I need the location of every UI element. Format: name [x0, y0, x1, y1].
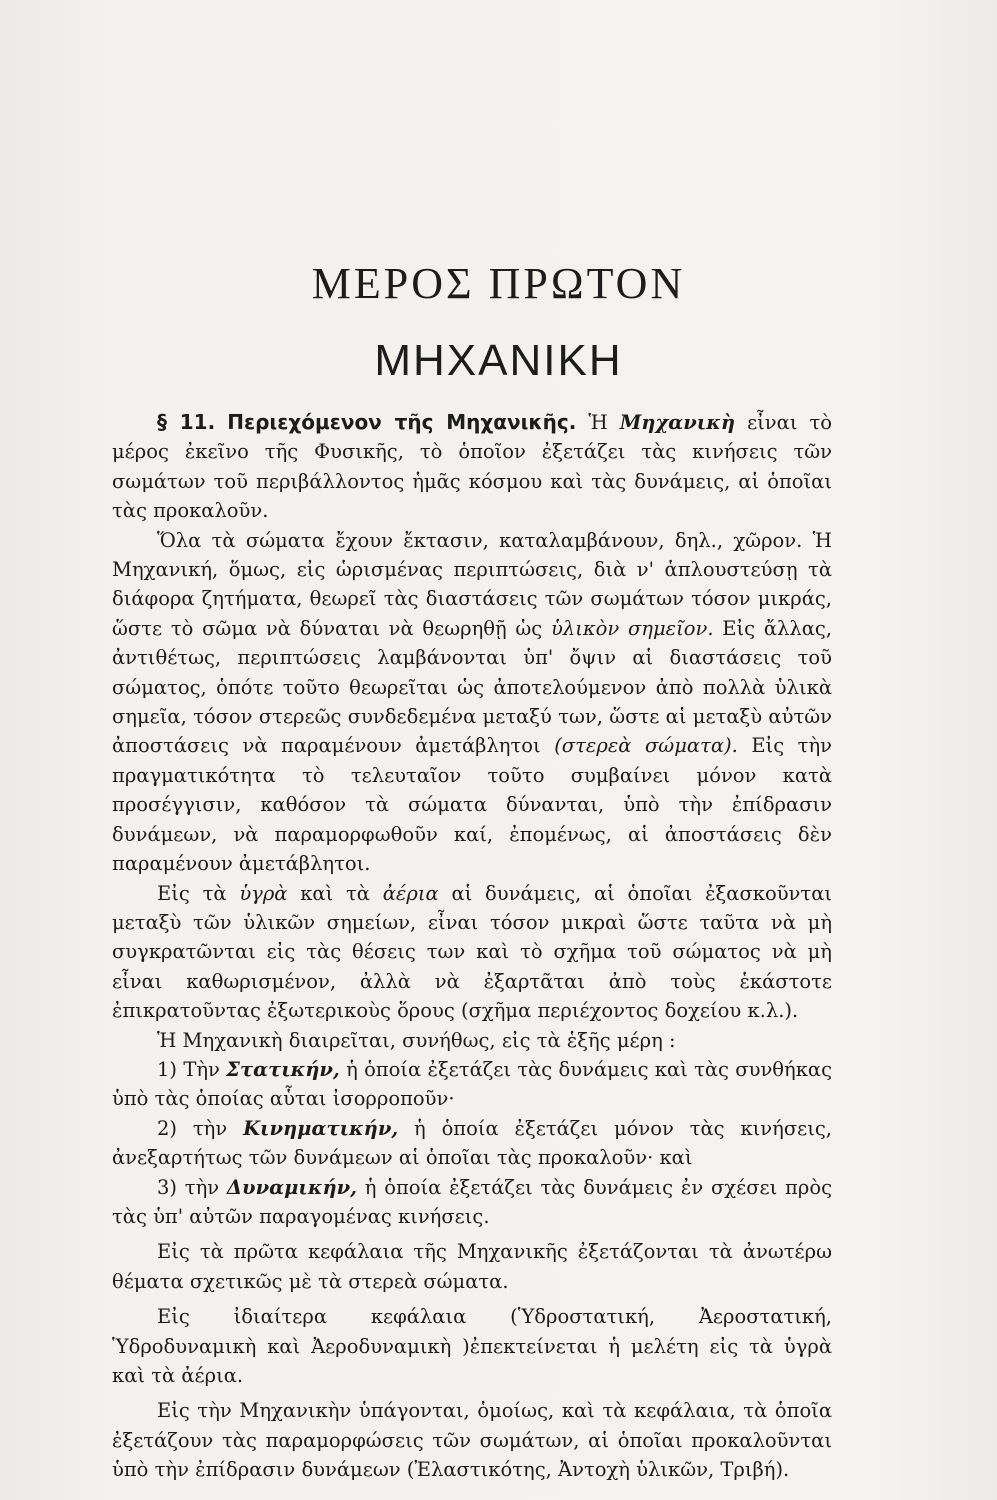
text-run: Ἡ [588, 411, 608, 434]
term-dynamics: Δυναμικήν, [226, 1175, 357, 1199]
subject-title: ΜΗΧΑΝΙΚΗ [374, 336, 623, 385]
paragraph-division: Ἡ Μηχανικὴ διαιρεῖται, συνήθως, εἰς τὰ ἑξῆς μέρη : [157, 1028, 676, 1052]
paragraph-fluid-chapters: Εἰς ἰδιαίτερα κεφάλαια (Ὑδροστατική, Ἀεροστατική, Ὑδροδυναμικὴ καὶ Ἀεροδυναμικὴ )ἐπεκτείνεται ἡ μελέτη εἰς τὰ ὑγρὰ καὶ τὰ ἀέρια. [112, 1305, 832, 1387]
list-item-dynamics [112, 1173, 832, 1232]
text-run: 1) Τὴν [157, 1057, 220, 1081]
paragraph-definition [112, 408, 832, 526]
term-rigid-bodies: (στερεὰ σώματα). [554, 734, 738, 758]
text-run: ἡ ὁποία ἐξετάζει τὰς δυνάμεις ἐν σχέσει πρὸς τὰς ὑπ' αὐτῶν παραγομένας κινήσεις. [112, 1175, 832, 1228]
list-item-statics [112, 1055, 832, 1114]
list-item-kinematics [112, 1114, 832, 1173]
paragraph-deformation: Εἰς τὴν Μηχανικὴν ὑπάγονται, ὁμοίως, καὶ τὰ κεφάλαια, τὰ ὁποῖα ἐξετάζουν τὰς παραμορφώσεις τῶν σωμάτων, αἱ ὁποῖαι προκαλοῦνται ὑπὸ τὴν ἐπίδρασιν δυνάμεων (Ἐλαστικότης, Ἀντοχὴ ὑλικῶν, Τριβή). [112, 1399, 832, 1482]
term-statics: Στατικήν, [226, 1057, 340, 1081]
part-title: ΜΕΡΟΣ ΠΡΩΤΟΝ [311, 259, 686, 308]
text-run: ἡ ὁποία ἐξετάζει μόνον τὰς κινήσεις, ἀνεξαρτήτως τῶν δυνάμεων αἱ ὁποῖαι τὰς προκαλοῦν· καὶ [112, 1116, 833, 1170]
text-run: Εἰς ἄλλας, ἀντιθέτως, περιπτώσεις λαμβάνονται ὑπ' ὄψιν αἱ διαστάσεις τοῦ σώματος, ὁπότε τοῦτο θεωρεῖται ὡς ἀποτελούμενον ἀπὸ πολλὰ ὑλικὰ σημεῖα, τόσον στερεῶς συνδεδεμένα μεταξύ των, ὥστε αἱ μεταξὺ αὐτῶν ἀποστάσεις νὰ παραμένουν ἀμετάβλητοι [112, 616, 832, 758]
section-title: Περιεχόμενον τῆς Μηχανικῆς. [227, 410, 577, 434]
body-text [112, 408, 832, 1485]
text-run: Ὅλα τὰ σώματα ἔχουν ἔκτασιν, καταλαμβάνουν, δηλ., χῶρον. Ἡ Μηχανική, ὅμως, εἰς ὡρισμένας περιπτώσεις, διὰ ν' ἁπλουστεύσῃ τὰ διάφορα ζητήματα, θεωρεῖ τὰς διαστάσεις τῶν σωμάτων τόσον μικράς, ὥστε τὸ σῶμα νὰ δύναται νὰ θεωρηθῇ ὡς [112, 528, 832, 640]
term-material-point: ὑλικὸν σημεῖον. [550, 616, 714, 640]
term-gases: ἀέρια [382, 881, 439, 905]
term-liquids: ὑγρὰ [239, 881, 288, 905]
text-run: Εἰς τὰ [157, 881, 227, 905]
term-mechanics: Μηχανικὴ [619, 411, 736, 434]
text-run: εἶναι τὸ μέρος ἐκεῖνο τῆς Φυσικῆς, τὸ ὁποῖον ἐξετάζει τὰς κινήσεις τῶν σωμάτων τοῦ περιβάλλοντος ἡμᾶς κόσμου καὶ τὰς δυνάμεις, αἱ ὁποῖαι τὰς προκαλοῦν. [112, 411, 833, 523]
text-run: 2) τὴν [157, 1116, 228, 1140]
paragraph-fluids [112, 879, 832, 1026]
paragraph-rigid-chapters: Εἰς τὰ πρῶτα κεφάλαια τῆς Μηχανικῆς ἐξετάζονται τὰ ἀνωτέρω θέματα σχετικῶς μὲ τὰ στερεὰ σώματα. [112, 1240, 832, 1293]
text-run: καὶ τὰ [300, 881, 370, 905]
text-run: 3) τὴν [157, 1175, 220, 1199]
paragraph-bodies [112, 526, 832, 879]
text-run: αἱ δυνάμεις, αἱ ὁποῖαι ἐξασκοῦνται μεταξὺ τῶν ὑλικῶν σημείων, εἶναι τόσον μικραὶ ὥστε ταῦτα νὰ μὴ συγκρατῶνται εἰς τὰς θέσεις των καὶ τὸ σχῆμα τοῦ σώματος νὰ μὴ εἶναι καθωρισμένον, ἀλλὰ νὰ ἐξαρτᾶται ἀπὸ τοὺς ἑκάστοτε ἐπικρατοῦντας ἐξωτερικοὺς ὅρους (σχῆμα περιέχοντος δοχείου κ.λ.). [112, 881, 833, 1023]
text-run: ἡ ὁποία ἐξετάζει τὰς δυνάμεις καὶ τὰς συνθήκας ὑπὸ τὰς ὁποίας αὗται ἰσορροποῦν· [112, 1057, 832, 1111]
term-kinematics: Κινηματικήν, [243, 1116, 399, 1140]
text-run: Εἰς τὴν πραγματικότητα τὸ τελευταῖον τοῦτο συμβαίνει μόνον κατὰ προσέγγισιν, καθόσον τὰ σώματα δύνανται, ὑπὸ τὴν ἐπίδρασιν δυνάμεων, νὰ παραμορφωθοῦν καί, ἐπομένως, αἱ ἀποστάσεις δὲν παραμένουν ἀμετάβλητοι. [112, 734, 832, 876]
section-number: § 11. [157, 410, 216, 434]
